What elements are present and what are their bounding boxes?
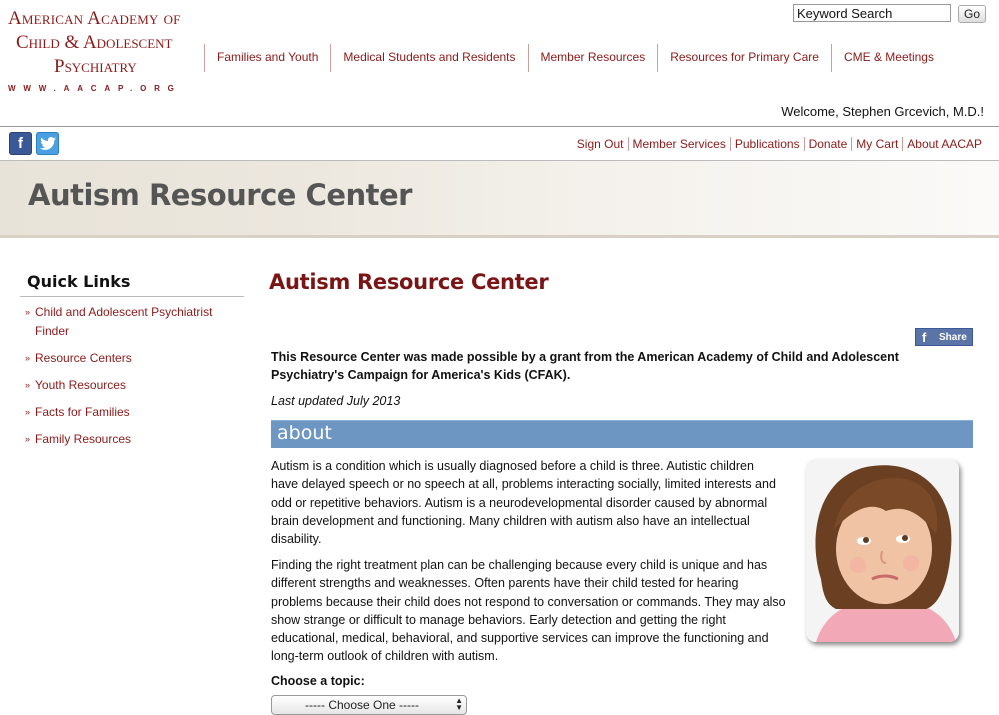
select-arrows-icon: ▲ ▼: [455, 696, 463, 712]
quick-links-list: [25, 303, 230, 457]
twitter-icon[interactable]: [36, 132, 59, 155]
search-input[interactable]: [793, 4, 951, 22]
nav-families-youth[interactable]: Families and Youth: [204, 44, 330, 72]
share-label: Share: [939, 332, 967, 343]
member-services-link[interactable]: Member Services: [628, 137, 730, 151]
search-go-button[interactable]: Go: [958, 5, 986, 23]
logo-line-2: Child & Adolescent: [16, 32, 173, 53]
bullet-icon: »: [25, 434, 31, 444]
quick-link-youth-resources[interactable]: [25, 376, 230, 395]
topic-label: Choose a topic:: [271, 674, 365, 688]
nav-medical-students[interactable]: Medical Students and Residents: [330, 44, 527, 72]
quick-link-psychiatrist-finder[interactable]: [25, 303, 230, 341]
quick-link-facts-for-families[interactable]: [25, 403, 230, 422]
nav-primary-care[interactable]: Resources for Primary Care: [657, 44, 831, 72]
quick-link-label: Child and Adolescent Psychiatrist Finder: [35, 305, 213, 338]
about-paragraph-2: Finding the right treatment plan can be challenging because every child is unique and has different strengths and weaknesses. Often parents have their child tested for hearing problems because their child does not respond to conversation or commands. They may also show strange or difficult to manage behaviors. Early detection and getting the right educational, medical, behavioral, and supportive services can improve the functioning and long-term outlook of children with autism.: [271, 558, 786, 664]
nav-member-resources[interactable]: Member Resources: [528, 44, 658, 72]
child-illustration: [806, 459, 959, 642]
logo-line-1: American Academy of: [8, 8, 181, 29]
logo-line-3: Psychiatry: [54, 56, 137, 77]
section-header-about: [271, 420, 973, 448]
facebook-icon: f: [922, 330, 927, 345]
utility-nav: [573, 137, 986, 151]
welcome-message: Welcome, Stephen Grcevich, M.D.!: [781, 104, 984, 119]
facebook-icon[interactable]: f: [9, 132, 32, 155]
publications-link[interactable]: Publications: [730, 137, 804, 151]
header-divider: [0, 126, 999, 127]
banner-title: Autism Resource Center: [28, 178, 412, 212]
intro-text: This Resource Center was made possible by a grant from the American Academy of Child and Adolescent Psychiatry's Campaign for America's Kids (CFAK).: [271, 350, 899, 382]
sign-out-link[interactable]: Sign Out: [576, 137, 624, 151]
my-cart-link[interactable]: My Cart: [851, 137, 902, 151]
bullet-icon: »: [25, 353, 31, 363]
quick-link-label: Family Resources: [35, 432, 132, 446]
quick-link-resource-centers[interactable]: [25, 349, 230, 368]
facebook-share-button[interactable]: [915, 328, 973, 346]
bullet-icon: »: [25, 407, 31, 417]
logo-url: WWW.AACAP.ORG: [8, 84, 182, 93]
bullet-icon: »: [25, 380, 31, 390]
topic-select-value: ----- Choose One -----: [305, 698, 420, 712]
quick-links-divider: [20, 296, 244, 297]
quick-link-label: Resource Centers: [35, 351, 132, 365]
about-aacap-link[interactable]: About AACAP: [902, 137, 986, 151]
quick-link-family-resources[interactable]: [25, 430, 230, 449]
child-photo: [806, 459, 959, 642]
topic-select[interactable]: [271, 695, 467, 715]
main-nav: [204, 44, 946, 72]
twitter-bird-icon: [40, 137, 56, 151]
quick-link-label: Youth Resources: [35, 378, 126, 392]
about-paragraph-1: Autism is a condition which is usually diagnosed before a child is three. Autistic children have delayed speech or no speech at all, problems interacting socially, limited interests and odd or repetitive behaviors. Autism is a neurodevelopmental disorder caused by abnormal brain development and functioning. Many children with autism also have an intellectual disability.: [271, 459, 776, 547]
quick-links-title: Quick Links: [27, 272, 131, 291]
nav-cme-meetings[interactable]: CME & Meetings: [831, 44, 946, 72]
donate-link[interactable]: Donate: [804, 137, 852, 151]
section-title: about: [277, 422, 332, 444]
last-updated: Last updated July 2013: [271, 394, 401, 408]
page-title: Autism Resource Center: [269, 270, 549, 294]
quick-link-label: Facts for Families: [35, 405, 130, 419]
bullet-icon: »: [25, 307, 31, 317]
